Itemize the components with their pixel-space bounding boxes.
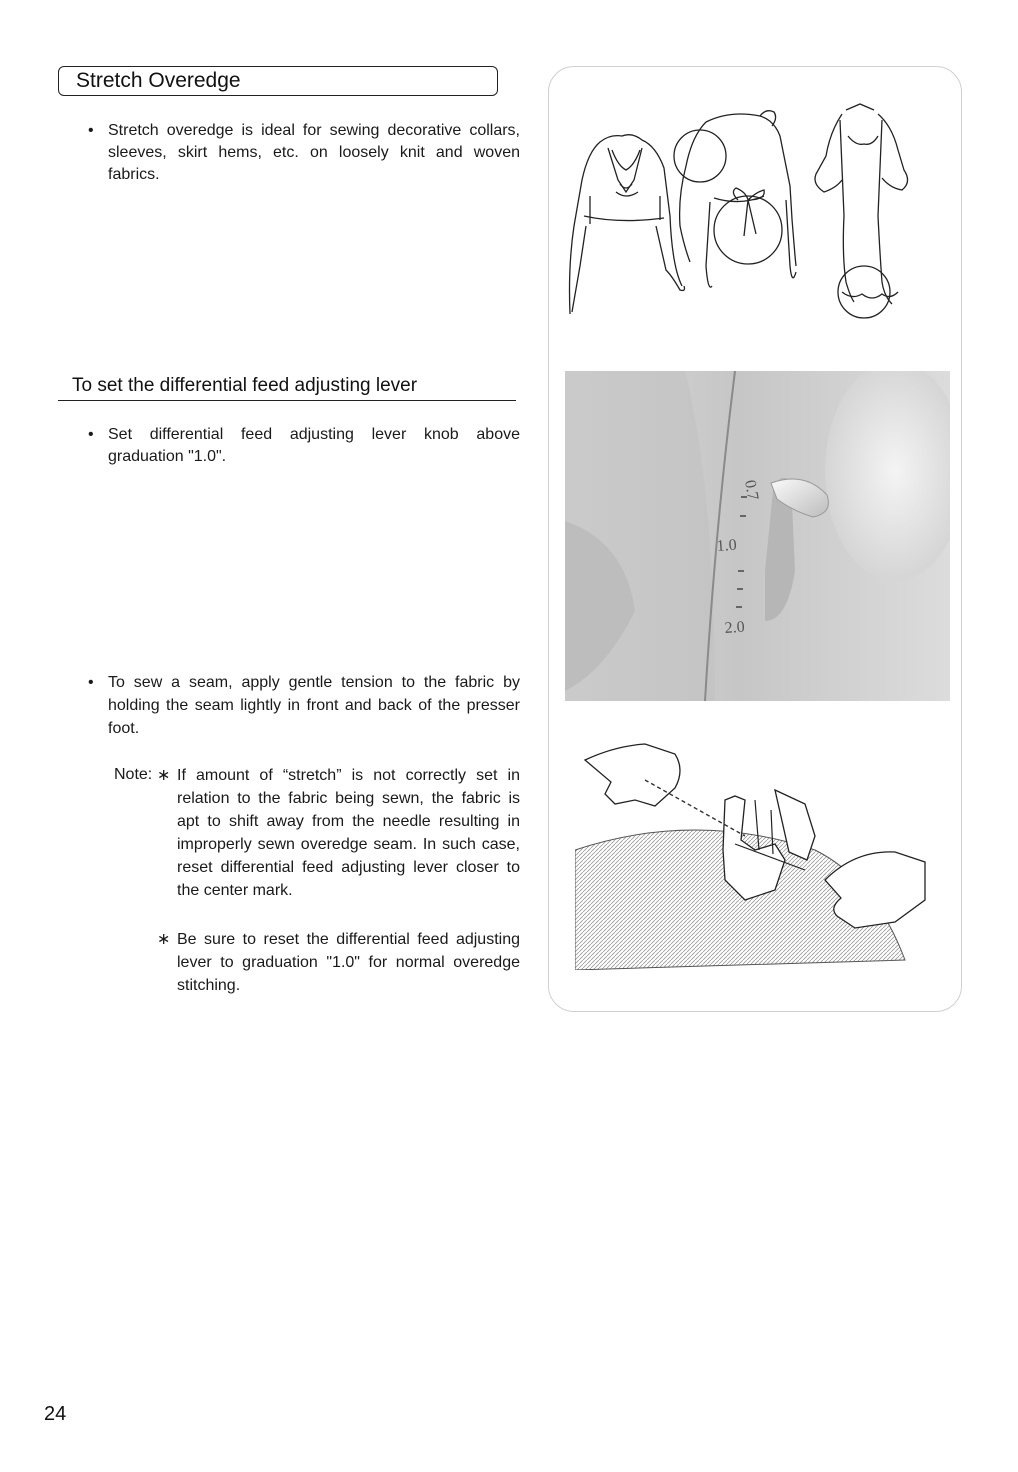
step2-bullet: [88, 671, 520, 740]
step1-bullet: [88, 424, 520, 468]
note-item-2: [157, 928, 520, 997]
note-item-1: [157, 764, 520, 902]
sewing-hands-illustration: [575, 740, 940, 970]
section-title-box: [58, 66, 498, 96]
section-title: Stretch Overedge: [76, 69, 241, 92]
intro-bullet: [88, 120, 520, 186]
intro-text: Stretch overedge is ideal for sewing decorative collars, sleeves, skirt hems, etc. on loosely knit and woven fabrics.: [108, 122, 520, 183]
note-item-1-text: If amount of “stretch” is not correctly set in relation to the fabric being sewn, the fabric is apt to shift away from the needle resulting in improperly sewn overedge seam. In such case, reset differential feed adjusting lever closer to the center mark.: [177, 767, 520, 899]
dial-label-0-7: 0.7: [741, 478, 762, 502]
step1-text: Set differential feed adjusting lever knob above graduation "1.0".: [108, 426, 520, 465]
bullet-dot: •: [88, 426, 94, 443]
dial-label-2-0: 2.0: [724, 618, 746, 637]
lever-photo: [565, 371, 950, 701]
subsection-title: To set the differential feed adjusting lever: [72, 375, 418, 396]
page-number: 24: [44, 1403, 67, 1425]
dial-label-1-0: 1.0: [716, 536, 738, 555]
note-item-2-text: Be sure to reset the differential feed adjusting lever to graduation "1.0" for normal overedge stitching.: [177, 931, 520, 994]
asterisk-icon: ∗: [157, 931, 171, 948]
bullet-dot: •: [88, 674, 94, 691]
note-label: Note:: [114, 766, 153, 783]
asterisk-icon: ∗: [157, 767, 171, 784]
bullet-dot: •: [88, 122, 94, 139]
garment-illustration: [560, 96, 950, 326]
subsection-heading: [58, 373, 516, 401]
step2-text: To sew a seam, apply gentle tension to the fabric by holding the seam lightly in front and back of the presser foot.: [108, 674, 520, 737]
